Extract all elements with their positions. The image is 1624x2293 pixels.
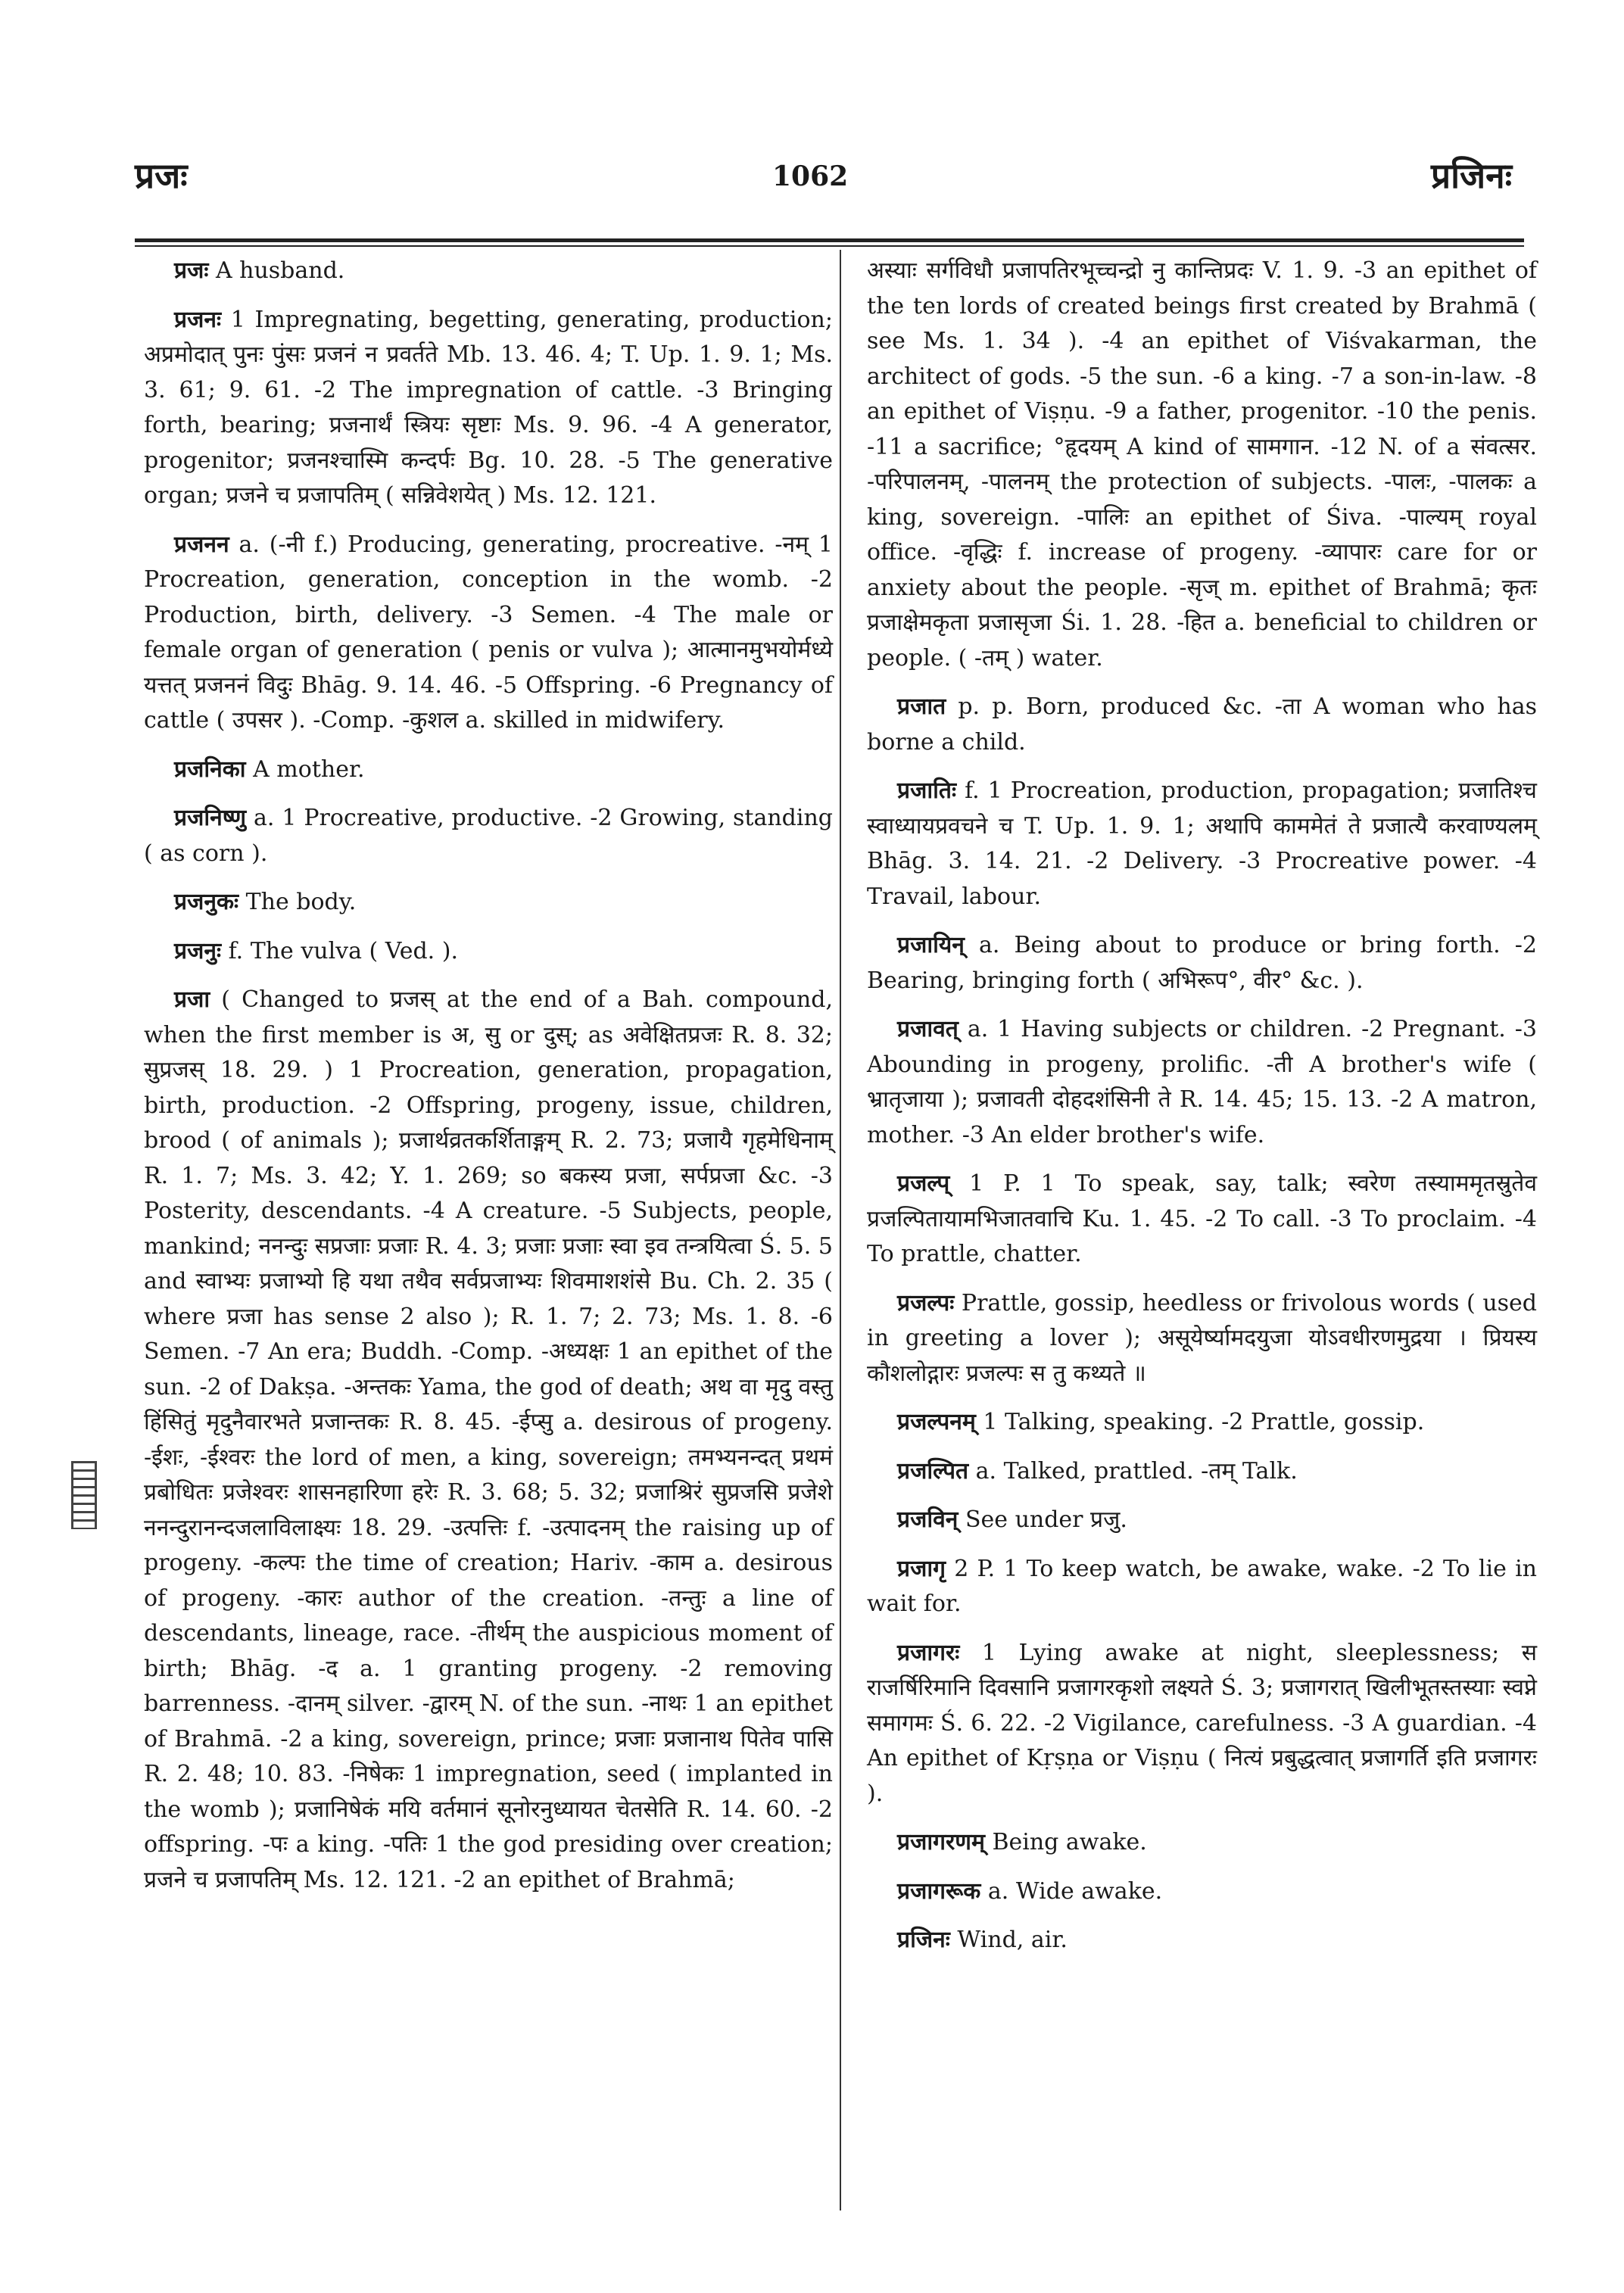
definition: f. 1 Procreation, production, propagation; प्रजातिश्च स्वाध्यायप्रवचने च T. Up. 1. 9. 1; अथापि काममेतं ते प्रजात्यै करवाण्यलम् Bhāg. 3. 14. 21. -2 Delivery. -3 Procreative power. -4 Travail, labour. <box>867 777 1537 910</box>
dictionary-entry <box>867 1552 1537 1622</box>
page-number: 1062 <box>772 160 849 192</box>
dictionary-entry <box>867 1503 1537 1538</box>
dictionary-entry <box>867 1012 1537 1153</box>
definition: a. Being about to produce or bring forth. -2 Bearing, bringing forth ( अभिरूप°, वीर° &c. ). <box>867 932 1537 994</box>
headword: प्रजागृ <box>897 1555 946 1582</box>
dictionary-entry <box>144 934 833 970</box>
definition: 1 P. 1 To speak, say, talk; स्वरेण तस्याममृतस्रुतेव प्रजल्पितायामभिजातवाचि Ku. 1. 45. -2 To call. -3 To proclaim. -4 To prattle, chatter. <box>867 1170 1537 1267</box>
left-column <box>144 254 833 1911</box>
dictionary-entry <box>867 1923 1537 1958</box>
definition: Wind, air. <box>957 1927 1068 1953</box>
definition: p. p. Born, produced &c. -ता A woman who has borne a child. <box>867 693 1537 756</box>
definition: See under प्रजु. <box>965 1506 1127 1533</box>
headword: प्रजल्पनम् <box>897 1409 976 1435</box>
headword: प्रजः <box>174 257 209 284</box>
dictionary-entry <box>867 1286 1537 1392</box>
dictionary-entry <box>144 303 833 514</box>
dictionary-entry <box>867 1405 1537 1441</box>
dictionary-entry <box>867 1874 1537 1910</box>
headword: प्रजावत् <box>897 1016 959 1042</box>
headword: प्रजात <box>897 693 946 720</box>
headword: प्रजविन् <box>897 1506 959 1533</box>
definition: ( Changed to प्रजस् at the end of a Bah. compound, when the first member is अ, सु or दुस्; as अवेक्षितप्रजः R. 8. 32; सुप्रजस् 18. 29. ) 1 Procreation, generation, propagation, birth, production. -2 Offspring, progeny, issue, children, brood ( of animals ); प्रजार्थव्रतकर्शिताङ्गम् R. 2. 73; प्रजायै गृहमेधिनाम् R. 1. 7; Ms. 3. 42; Y. 1. 269; so बकस्य प्रजा, सर्पप्रजा &c. -3 Posterity, descendants. -4 A creature. -5 Subjects, people, mankind; ननन्दुः सप्रजाः प्रजाः R. 4. 3; प्रजाः प्रजाः स्वा इव तन्त्रयित्वा Ś. 5. 5 and स्वाभ्यः प्रजाभ्यो हि यथा तथैव सर्वप्रजाभ्यः शिवमाशशंसे Bu. Ch. 2. 35 ( where प्रजा has sense 2 also ); R. 1. 7; 2. 73; Ms. 1. 8. -6 Semen. -7 An era; Buddh. -Comp. -अध्यक्षः 1 an epithet of the sun. -2 of Dakṣa. -अन्तकः Yama, the god of death; अथ वा मृदु वस्तु हिंसितुं मृदुनैवारभते प्रजान्तकः R. 8. 45. -ईप्सु a. desirous of progeny. -ईशः, -ईश्वरः the lord of men, a king, sovereign; तमभ्यनन्दत् प्रथमं प्रबोधितः प्रजेश्वरः शासनहारिणा हरेः R. 3. 68; 5. 32; प्रजाश्रिरं सुप्रजसि प्रजेशे ननन्दुरानन्दजलाविलाक्ष्यः 18. 29. -उत्पत्तिः f. -उत्पादनम् the raising up of progeny. -कल्पः the time of creation; Hariv. -काम a. desirous of progeny. -कारः author of the creation. -तन्तुः a line of descendants, lineage, race. -तीर्थम् the auspicious moment of birth; Bhāg. -द a. 1 granting progeny. -2 removing barrenness. -दानम् silver. -द्वारम् N. of the sun. -नाथः 1 an epithet of Brahmā. -2 a king, sovereign, prince; प्रजाः प्रजानाथ पितेव पासि R. 2. 48; 10. 83. -निषेकः 1 impregnation, seed ( implanted in the womb ); प्रजानिषेकं मयि वर्तमानं सूनोरनुध्यायत चेतसेति R. 14. 60. -2 offspring. -पः a king. -पतिः 1 the god presiding over creation; प्रजने च प्रजापतिम् Ms. 12. 121. -2 an epithet of Brahmā; <box>144 986 834 1893</box>
definition: Being awake. <box>992 1829 1147 1855</box>
headword: प्रजनुकः <box>174 889 239 915</box>
definition: a. Wide awake. <box>987 1877 1163 1905</box>
left-guide-word: प्रजः <box>135 155 188 196</box>
dictionary-entry <box>867 1454 1537 1490</box>
headword: प्रजागरूक <box>897 1877 981 1905</box>
headword: प्रजनुः <box>174 937 222 964</box>
headword: प्रजल्प् <box>897 1170 950 1197</box>
definition: 1 Lying awake at night, sleeplessness; स राजर्षिरिमानि दिवसानि प्रजागरकृशो लक्ष्यते Ś. 3; प्रजागरात् खिलीभूतस्तस्याः स्वप्ने समागमः Ś. 6. 22. -2 Vigilance, carefulness. -3 A guardian. -4 An epithet of Kṛṣṇa or Viṣṇu ( नित्यं प्रबुद्धत्वात् प्रजागर्ति इति प्रजागरः ). <box>867 1639 1537 1807</box>
dictionary-entry <box>144 801 833 871</box>
definition: The body. <box>245 889 357 915</box>
right-guide-word: प्रजिनः <box>1430 155 1512 196</box>
headword: प्रजल्पः <box>897 1289 955 1316</box>
definition: 1 Talking, speaking. -2 Prattle, gossip. <box>983 1409 1425 1435</box>
dictionary-entry <box>144 752 833 788</box>
headword: प्रजनिष्णु <box>174 805 247 831</box>
dictionary-entry <box>867 690 1537 760</box>
definition: A husband. <box>215 257 345 284</box>
headword: प्रजागरणम् <box>897 1829 985 1855</box>
dictionary-entry <box>144 254 833 289</box>
headword: प्रजागरः <box>897 1639 960 1666</box>
definition: a. Talked, prattled. -तम् Talk. <box>975 1457 1298 1485</box>
definition: a. 1 Having subjects or children. -2 Pregnant. -3 Abounding in progeny, prolific. -ती A brother's wife ( भ्रातृजाया ); प्रजावती दोहदशंसिनी ते R. 14. 45; 15. 13. -2 A matron, mother. -3 An elder brother's wife. <box>867 1016 1537 1148</box>
definition: a. 1 Procreative, productive. -2 Growing, standing ( as corn ). <box>144 805 833 867</box>
definition: f. The vulva ( Ved. ). <box>228 937 458 964</box>
headword: प्रजल्पित <box>897 1457 969 1485</box>
dictionary-entry <box>144 885 833 921</box>
headword: प्रजिनः <box>897 1927 950 1953</box>
headword: प्रजायिन् <box>897 932 965 958</box>
definition: Prattle, gossip, heedless or frivolous words ( used in greeting a lover ); असूयेर्ष्यामदयुजा योऽवधीरणमुद्रया । प्रियस्य कौशलोद्गारः प्रजल्पः स तु कथ्यते ॥ <box>867 1289 1537 1387</box>
dictionary-entry <box>867 1636 1537 1812</box>
dictionary-entry <box>867 928 1537 999</box>
header-rule <box>135 238 1524 242</box>
column-divider <box>840 250 841 2210</box>
definition: 1 Impregnating, begetting, generating, production; अप्रमोदात् पुनः पुंसः प्रजनं न प्रवर्तते Mb. 13. 46. 4; T. Up. 1. 9. 1; Ms. 3. 61; 9. 61. -2 The impregnation of cattle. -3 Bringing forth, bearing; प्रजनार्थं स्त्रियः सृष्टाः Ms. 9. 96. -4 A generator, progenitor; प्रजनश्चास्मि कन्दर्पः Bg. 10. 28. -5 The generative organ; प्रजने च प्रजापतिम् ( सन्निवेशयेत् ) Ms. 12. 121. <box>144 306 833 509</box>
definition: a. (-नी f.) Producing, generating, procreative. -नम् 1 Procreation, generation, conception in the womb. -2 Production, birth, delivery. -3 Semen. -4 The male or female organ of generation ( penis or vulva ); आत्मानमुभयोर्मध्ये यत्तत् प्रजननं विदुः Bhāg. 9. 14. 46. -5 Offspring. -6 Pregnancy of cattle ( उपसर ). -Comp. -कुशल a. skilled in midwifery. <box>144 531 833 734</box>
headword: प्रजा <box>174 986 210 1013</box>
headword: प्रजनः <box>174 306 222 333</box>
dictionary-entry <box>144 528 833 739</box>
margin-mark-icon <box>71 1461 97 1529</box>
header-rule-thin <box>135 245 1524 247</box>
dictionary-entry <box>867 1825 1537 1861</box>
dictionary-entry <box>867 774 1537 914</box>
headword: प्रजातिः <box>897 777 957 804</box>
headword: प्रजनिका <box>174 756 246 783</box>
dictionary-entry <box>144 983 833 1898</box>
headword: प्रजनन <box>174 531 229 558</box>
definition: A mother. <box>253 756 365 783</box>
right-column <box>867 254 1537 1972</box>
definition: अस्याः सर्गविधौ प्रजापतिरभूच्चन्द्रो नु कान्तिप्रदः V. 1. 9. -3 an epithet of the ten lords of created beings first created by Brahmā ( see Ms. 1. 34 ). -4 an epithet of Viśvakarman, the architect of gods. -5 the sun. -6 a king. -7 a son-in-law. -8 an epithet of Viṣṇu. -9 a father, progenitor. -10 the penis. -11 a sacrifice; °हृदयम् A kind of सामगान. -12 N. of a संवत्सर. -परिपालनम्, -पालनम् the protection of subjects. -पालः, -पालकः a king, sovereign. -पालिः an epithet of Śiva. -पाल्यम् royal office. -वृद्धिः f. increase of progeny. -व्यापारः care for or anxiety about the people. -सृज् m. epithet of Brahmā; कृतः प्रजाक्षेमकृता प्रजासृजा Śi. 1. 28. -हित a. beneficial to children or people. ( -तम् ) water. <box>867 257 1537 671</box>
definition: 2 P. 1 To keep watch, be awake, wake. -2 To lie in wait for. <box>867 1555 1537 1617</box>
dictionary-entry <box>867 1167 1537 1273</box>
dictionary-entry-continued <box>867 254 1537 676</box>
